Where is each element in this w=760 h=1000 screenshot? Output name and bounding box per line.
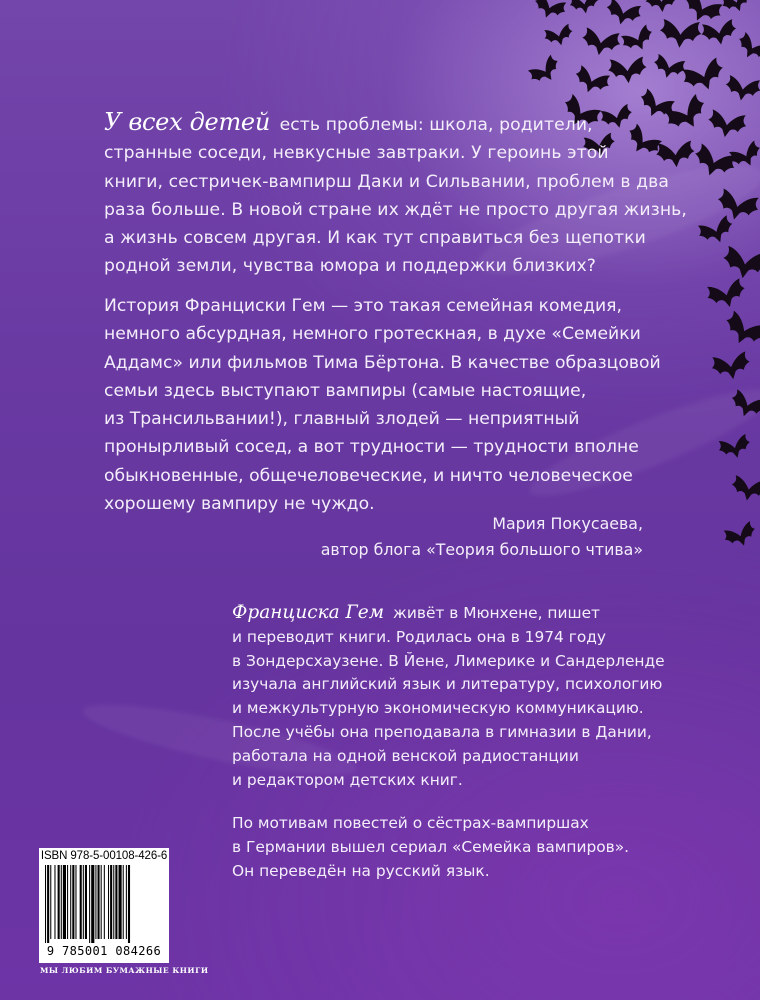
barcode-bar — [119, 865, 122, 939]
bio-line: в Зондерсхаузене. В Йене, Лимерике и Сандерленде — [232, 651, 665, 670]
barcode-bar — [67, 865, 68, 939]
isbn-barcode — [39, 848, 169, 963]
bat-icon — [680, 57, 728, 97]
bat-icon — [706, 109, 748, 140]
bat-icon — [662, 93, 712, 137]
review-line: обыкновенные, общечеловеческие, и ничто человеческое — [104, 465, 633, 486]
author-name: Франциска Гем — [232, 602, 385, 623]
barcode-bar — [113, 865, 114, 939]
review-line: из Трансильвании!), главный злодей — неприятный — [104, 409, 580, 430]
barcode-bar — [95, 865, 96, 939]
barcode-bar — [72, 865, 74, 939]
bat-icon — [531, 0, 568, 23]
bio-line: и межкультурную экономическую коммуникацию. — [232, 699, 644, 718]
bat-icon — [720, 310, 760, 352]
barcode-bars — [43, 865, 165, 943]
barcode-bar — [61, 865, 62, 939]
barcode-bar — [58, 865, 60, 939]
series-line: в Германии вышел сериал «Семейка вампиров». — [232, 837, 630, 856]
barcode-bar — [126, 865, 127, 939]
barcode-bar — [89, 865, 90, 943]
intro-line: раза больше. В новой стране их ждёт не просто другая жизнь, — [104, 199, 687, 220]
bat-icon — [543, 23, 576, 49]
bat-icon — [526, 54, 564, 90]
barcode-bar — [83, 865, 84, 939]
bat-icon — [659, 19, 703, 50]
review-line: История Франциски Гем — это такая семейная комедия, — [104, 296, 622, 316]
review-author: Мария Покусаева, — [492, 514, 643, 533]
bat-icon — [717, 433, 753, 462]
bat-icon — [710, 351, 752, 382]
review-quote — [104, 292, 664, 518]
bat-icon — [724, 75, 760, 104]
barcode-bar — [108, 865, 109, 939]
review-signature — [321, 511, 643, 563]
intro-line: родной земли, чувства юмора и поддержки близких? — [104, 256, 597, 277]
intro-paragraph — [104, 108, 687, 281]
bat-icon — [619, 24, 657, 57]
bat-icon — [651, 53, 687, 82]
barcode-bar — [85, 865, 87, 939]
series-note — [232, 812, 629, 883]
barcode-bar — [98, 865, 100, 939]
intro-line: странные соседи, невкусные завтраки. У героинь этой — [104, 143, 609, 164]
bat-icon — [568, 0, 600, 16]
bat-icon — [690, 143, 738, 183]
bat-icon — [645, 0, 679, 13]
bat-icon — [700, 19, 739, 48]
bat-icon — [680, 0, 725, 29]
review-line: семьи здесь выступают вампиры (самые настоящие, — [104, 380, 587, 401]
barcode-bar — [70, 865, 71, 939]
barcode-bar — [80, 865, 82, 939]
bat-icon — [720, 245, 760, 282]
publisher-slogan: МЫ ЛЮБИМ БУМАЖНЫЕ КНИГИ — [40, 966, 209, 975]
barcode-bar — [128, 865, 130, 943]
bat-icon — [730, 475, 760, 504]
barcode-bar — [45, 865, 46, 943]
barcode-bar — [50, 865, 51, 939]
bat-icon — [571, 64, 612, 98]
series-line: По мотивам повестей о сёстрах-вампиршах — [232, 814, 589, 832]
bat-icon — [607, 56, 647, 84]
bat-icon — [580, 27, 622, 58]
barcode-bar — [101, 865, 102, 939]
barcode-bar — [47, 865, 49, 943]
bio-line: После учёбы она преподавала в гимназии в Дании, — [232, 722, 652, 741]
barcode-bar — [75, 865, 76, 939]
bat-icon — [727, 388, 760, 422]
barcode-bar — [115, 865, 117, 939]
bio-line-1: Франциска Гем живёт в Мюнхене, пишет — [232, 602, 600, 623]
bat-icon — [696, 214, 737, 248]
author-bio — [232, 601, 665, 792]
review-line: Аддамс» или фильмов Тима Бёртона. В качестве образцовой — [104, 352, 661, 373]
series-line: Он переведён на русский язык. — [232, 861, 490, 880]
review-line: пронырливый сосед, а вот трудности — трудности вполне — [104, 437, 639, 458]
barcode-bar — [104, 865, 105, 939]
barcode-bar — [110, 865, 112, 939]
barcode-bar — [54, 865, 55, 939]
isbn-text: ISBN 978-5-00108-426-6 — [40, 850, 168, 862]
review-author-note: автор блога «Теория большого чтива» — [320, 539, 643, 559]
bat-icon — [603, 0, 643, 29]
bio-line: изучала английский язык и литературу, психологию — [232, 675, 663, 694]
barcode-digits: 9 785001 084266 — [46, 944, 162, 958]
barcode-bar — [63, 865, 66, 939]
intro-line: а жизнь совсем другая. И как тут справиться без щепотки — [104, 228, 646, 249]
bat-icon — [714, 188, 760, 225]
bat-icon — [720, 0, 754, 16]
bio-line: и переводит книги. Родилась она в 1974 году — [232, 627, 606, 646]
intro-line: книги, сестричек-вампирш Даки и Сильвании, проблем в два — [104, 171, 669, 192]
barcode-bar — [123, 865, 124, 939]
bat-icon — [705, 278, 749, 312]
intro-line-1: У всех детей есть проблемы: школа, родители, — [104, 108, 593, 136]
bat-icon — [733, 31, 760, 65]
bat-icon — [722, 520, 759, 551]
bio-line: и редактором детских книг. — [232, 770, 463, 789]
intro-lead: У всех детей — [104, 108, 270, 136]
barcode-bar — [91, 865, 94, 943]
review-line: немного абсурдная, немного гротескная, в духе «Семейки — [104, 324, 641, 345]
bio-line: работала на одной венской радиостанции — [232, 746, 579, 765]
review-line: хорошему вампиру не чуждо. — [104, 494, 375, 515]
